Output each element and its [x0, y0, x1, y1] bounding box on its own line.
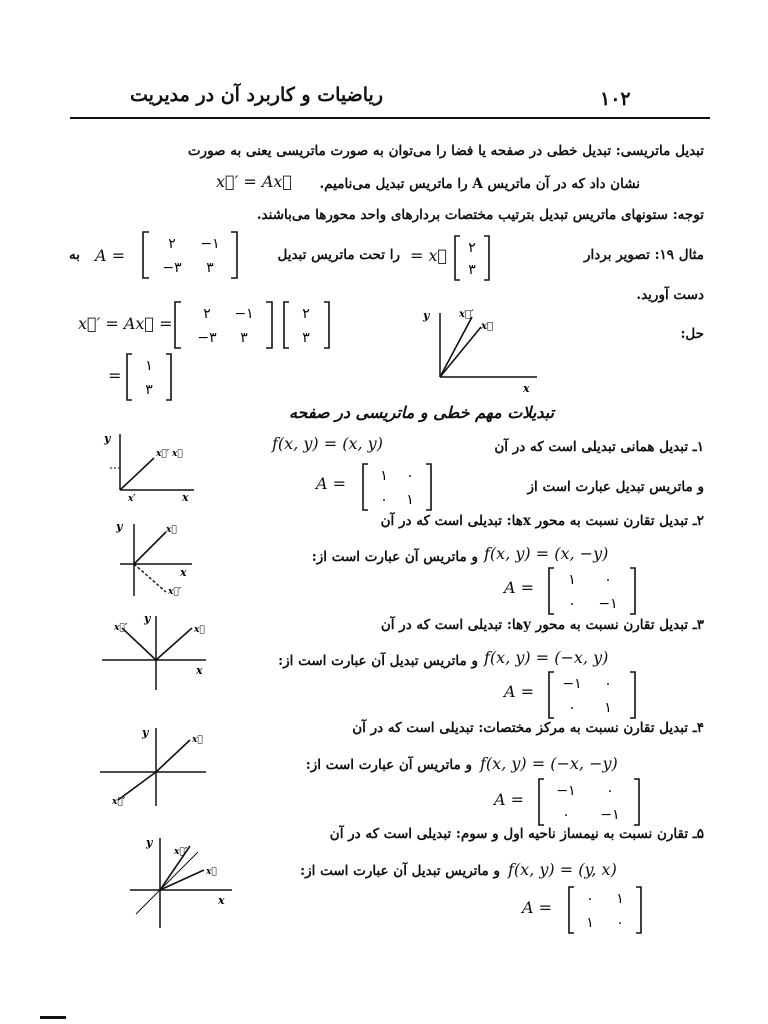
example-matrix-A [140, 230, 240, 284]
item-1-heading: ۱ـ تبدیل همانی تبدیلی است که در آن [494, 439, 704, 455]
item-3-matrix [546, 670, 638, 724]
item-3-cell-11: −۱ [562, 676, 582, 692]
vector-x-cell-1: ۲ [468, 240, 476, 256]
item-4-cell-21: ۰ [562, 807, 570, 823]
item-3-matrix-svg [546, 670, 638, 720]
result-cell-2: ۳ [145, 382, 153, 398]
item-3-figure-svg [100, 610, 210, 694]
solution-matrix-cell-11: ۲ [203, 306, 211, 322]
y-label: y [423, 309, 430, 322]
item-3-vecp-label: x⃗′ [114, 623, 128, 633]
item-3-formula: f(x, y) = (−x, y) [484, 648, 609, 667]
solution-vector-cell-1: ۲ [302, 306, 310, 322]
item-3-heading: ۳ـ تبدیل تقارن نسبت به محور yها: تبدیلی است که در آن [380, 617, 704, 633]
solution-result [124, 352, 174, 406]
solution-matrix-cell-21: −۳ [197, 330, 217, 346]
solution-figure-svg [415, 305, 545, 395]
section-title: تبدیلات مهم خطی و ماتریسی در صفحه [288, 403, 554, 422]
item-1-vecp-label: x⃗′ [156, 449, 170, 459]
scan-mark [40, 1016, 66, 1019]
example-under-matrix-text: را تحت ماتریس تبدیل [277, 247, 400, 263]
item-4-matrix-text: و ماتریس آن عبارت است از: [305, 757, 472, 773]
item-2-cell-22: −۱ [598, 596, 618, 612]
item-2-cell-12: ۰ [604, 572, 612, 588]
item-1-matrix [360, 462, 434, 516]
xp-label: x⃗′ [459, 309, 474, 320]
item-2-A-eq: A = [504, 578, 535, 597]
item-4-cell-22: −۱ [600, 807, 620, 823]
intro-formula: x⃗′ = Ax⃗ [216, 172, 293, 191]
item-1-figure [98, 428, 198, 508]
vector-x [440, 327, 481, 377]
running-header-title: ریاضیات و کاربرد آن در مدیریت [129, 84, 383, 106]
item-1-cell-22: ۱ [406, 492, 414, 508]
vector-x-svg [452, 234, 492, 282]
item-5-cell-11: ۰ [586, 891, 594, 907]
item-4-cell-12: ۰ [606, 783, 614, 799]
item-2-x-label: x [180, 566, 187, 579]
item-5-cell-12: ۱ [616, 891, 624, 907]
item-5-heading: ۵ـ تقارن نسبت به نیمساز ناحیه اول و سوم: تبدیلی است که در آن [329, 826, 704, 842]
matrix-A-cell-21: −۳ [162, 260, 182, 276]
item-2-vecp-label: x⃗′ [168, 587, 182, 597]
item-4-A-eq: A = [494, 790, 525, 809]
example-heading: مثال ۱۹: تصویر بردار [584, 247, 704, 263]
solution-matrix [172, 300, 332, 354]
result-cell-1: ۱ [145, 358, 153, 374]
item-3-matrix-text: و ماتریس تبدیل آن عبارت است از: [278, 653, 478, 669]
example-line-2: دست آورید. [636, 287, 704, 303]
item-4-matrix-svg [536, 777, 642, 827]
solution-label: حل: [680, 326, 704, 342]
item-4-vec-label: x⃗ [192, 735, 203, 745]
intro-note: توجه: ستونهای ماتریس تبدیل بترتیب مختصات بردارهای واحد محورها می‌باشند. [256, 207, 704, 223]
item-3-vec-label: x⃗ [194, 625, 205, 635]
item-1-cell-21: ۰ [380, 492, 388, 508]
item-3-A-eq: A = [504, 682, 535, 701]
item-5-A-eq: A = [522, 898, 553, 917]
example-to-word: به [69, 247, 80, 263]
x-label: x [523, 382, 530, 395]
matrix-A-svg [140, 230, 240, 280]
item-2-matrix-text: و ماتریس آن عبارت است از: [311, 549, 478, 565]
item-1-formula: f(x, y) = (x, y) [272, 434, 383, 453]
item-3-cell-12: ۰ [604, 676, 612, 692]
item-2-heading: ۲ـ تبدیل تقارن نسبت به محور xها: تبدیلی است که در آن [380, 513, 704, 529]
item-5-matrix-svg [566, 885, 644, 935]
item-2-figure-svg [106, 518, 196, 598]
item-4-figure [98, 724, 210, 812]
item-2-formula: f(x, y) = (x, −y) [484, 544, 609, 563]
item-1-matrix-text: و ماتریس تبدیل عبارت است از [527, 479, 704, 495]
item-4-matrix [536, 777, 642, 831]
solution-matrix-cell-12: −۱ [234, 306, 254, 322]
item-4-vecp-label: x⃗′ [112, 797, 126, 807]
item-5-figure-svg [126, 832, 236, 932]
solution-lhs: x⃗′ = Ax⃗ = [78, 314, 173, 333]
item-1-figure-svg [98, 428, 198, 504]
solution-eq-sign: = [108, 366, 122, 385]
item-3-cell-22: ۱ [604, 700, 612, 716]
item-5-matrix-text: و ماتریس تبدیل آن عبارت است از: [300, 863, 500, 879]
solution-matrix-cell-22: ۳ [240, 330, 248, 346]
solution-matrix-svg [172, 300, 332, 350]
vector-xp [440, 317, 472, 377]
x-vec-label: x⃗ [481, 321, 493, 332]
item-2-y-label: y [116, 520, 123, 533]
item-4-formula: f(x, y) = (−x, −y) [480, 754, 618, 773]
item-5-y-label: y [146, 836, 153, 849]
item-5-matrix [566, 885, 644, 939]
item-1-matrix-svg [360, 462, 434, 512]
item-4-heading: ۴ـ تبدیل تقارن نسبت به مرکز مختصات: تبدیلی است که در آن [352, 720, 704, 736]
intro-line-1: تبدیل ماتریسی: تبدیل خطی در صفحه یا فضا را می‌توان به صورت ماتریسی یعنی به صورت [187, 143, 704, 159]
item-1-cell-12: ۰ [406, 468, 414, 484]
item-5-figure [126, 832, 236, 936]
example-A-eq: A = [95, 246, 126, 265]
intro-line-2: نشان داد که در آن ماتریس A را ماتریس تبدیل می‌نامیم. [319, 176, 640, 192]
item-2-figure [106, 518, 196, 602]
item-1-cell-11: ۱ [380, 468, 388, 484]
item-2-matrix-svg [546, 566, 638, 616]
example-x-eq: = x⃗ [410, 246, 448, 265]
item-2-cell-11: ۱ [568, 572, 576, 588]
item-3-figure [100, 610, 210, 698]
item-5-cell-22: ۰ [616, 915, 624, 931]
item-5-x-label: x [218, 894, 225, 907]
matrix-A-cell-22: ۳ [206, 260, 214, 276]
item-1-vec-label: x⃗ [172, 449, 183, 459]
item-1-y-label: y [104, 432, 111, 445]
item-4-cell-11: −۱ [556, 783, 576, 799]
matrix-A-cell-12: −۱ [200, 236, 220, 252]
vector-x-cell-2: ۳ [468, 262, 476, 278]
item-3-cell-21: ۰ [568, 700, 576, 716]
matrix-A-cell-11: ۲ [168, 236, 176, 252]
item-1-x-label: x [182, 491, 189, 504]
item-4-y-label: y [142, 726, 149, 739]
item-5-cell-21: ۱ [586, 915, 594, 931]
item-3-x-label: x [196, 664, 203, 677]
item-5-vec-label: x⃗ [206, 867, 217, 877]
item-4-figure-svg [98, 724, 210, 808]
item-3-y-label: y [144, 612, 151, 625]
item-5-vecp-label: x⃗′ [174, 847, 188, 857]
solution-figure [415, 305, 545, 399]
item-2-vec-label: x⃗ [166, 525, 177, 535]
page-number: ۱۰۲ [600, 88, 631, 110]
item-5-formula: f(x, y) = (y, x) [508, 860, 617, 879]
solution-result-svg [124, 352, 174, 402]
example-vector-x [452, 234, 492, 286]
header-rule [70, 117, 710, 119]
item-2-cell-21: ۰ [568, 596, 576, 612]
item-1-xp-label: x′ [128, 494, 136, 504]
item-1-A-eq: A = [316, 474, 347, 493]
item-2-matrix [546, 566, 638, 620]
solution-vector-cell-2: ۳ [302, 330, 310, 346]
